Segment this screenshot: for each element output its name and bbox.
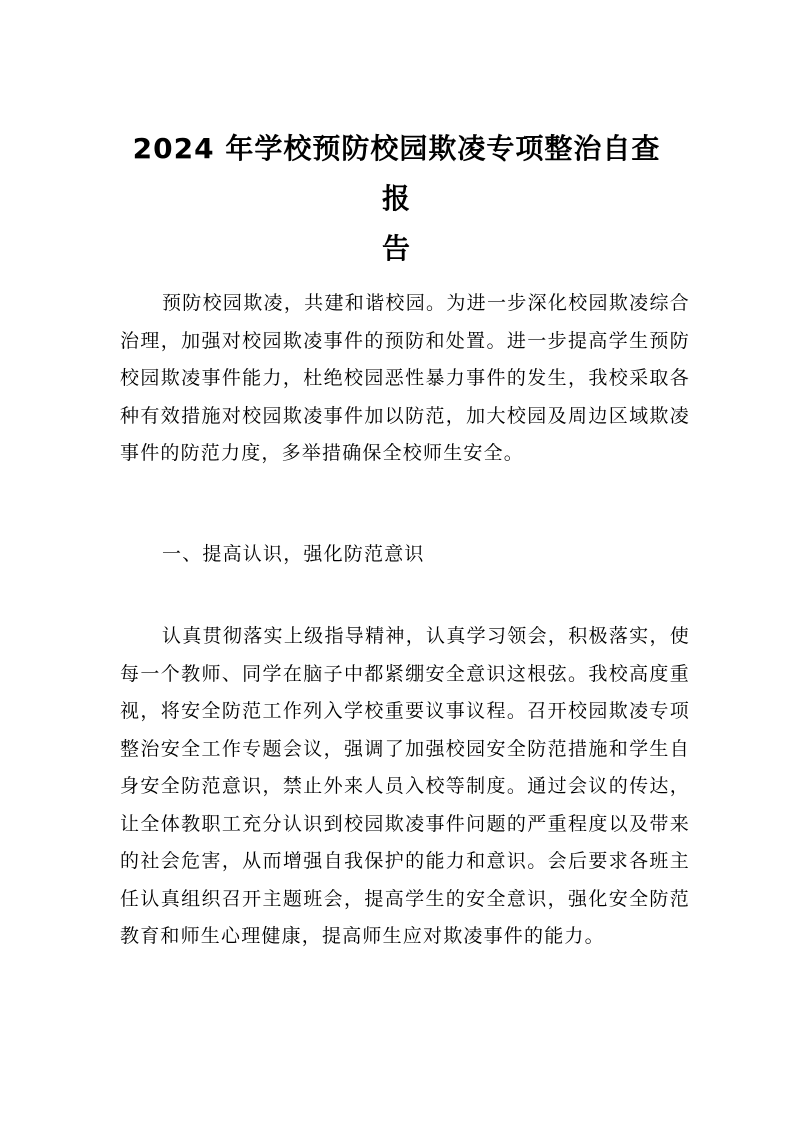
- section-1-paragraph: 认真贯彻落实上级指导精神，认真学习领会，积极落实，使每一个教师、同学在脑子中都紧绷安全意识这根弦。我校高度重视，将安全防范工作列入学校重要议事议程。召开校园欺凌专项整治安全工作专题会议，强调了加强校园安全防范措施和学生自身安全防范意识，禁止外来人员入校等制度。通过会议的传达，让全体教职工充分认识到校园欺凌事件问题的严重程度以及带来的社会危害，从而增强自我保护的能力和意识。会后要求各班主任认真组织召开主题班会，提高学生的安全意识，强化安全防范教育和师生心理健康，提高师生应对欺凌事件的能力。: [120, 625, 690, 947]
- section-heading-1: 一、提高认识，强化防范意识: [162, 543, 425, 565]
- title-line-2: 告: [381, 232, 411, 265]
- title-line-1: 2024 年学校预防校园欺凌专项整治自查报: [132, 132, 661, 215]
- document-title: [120, 124, 673, 274]
- intro-paragraph: 预防校园欺凌，共建和谐校园。为进一步深化校园欺凌综合治理，加强对校园欺凌事件的预防和处置。进一步提高学生预防校园欺凌事件能力，杜绝校园恶性暴力事件的发生，我校采取各种有效措施对校园欺凌事件加以防范，加大校园及周边区域欺凌事件的防范力度，多举措确保全校师生安全。: [120, 292, 690, 464]
